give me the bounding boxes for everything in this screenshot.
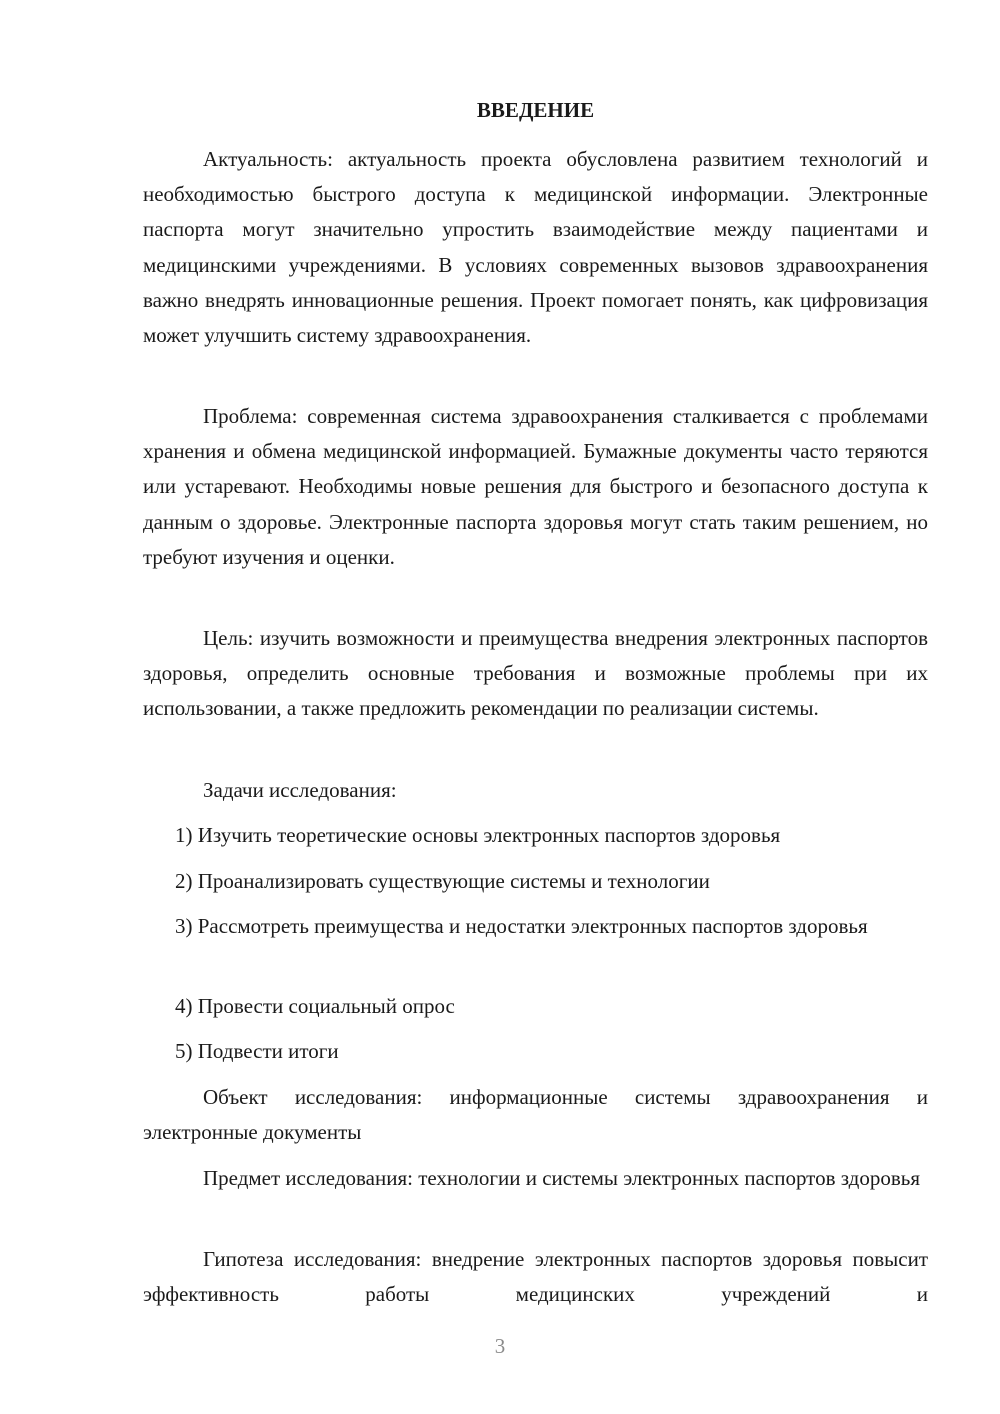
paragraph-hypothesis: Гипотеза исследования: внедрение электронных паспортов здоровья повысит эффективность работы медицинских учреждений и [143, 1247, 928, 1307]
paragraph-subject: Предмет исследования: технологии и системы электронных паспортов здоровья [203, 1166, 921, 1190]
task-item-4: 4) Провести социальный опрос [175, 994, 455, 1018]
task-item-3: 3) Рассмотреть преимущества и недостатки электронных паспортов здоровья [175, 914, 868, 938]
paragraph-problem: Проблема: современная система здравоохранения сталкивается с проблемами хранения и обмена медицинской информацией. Бумажные документы часто теряются или устаревают. Необходимы новые решения для быстрого и безопасного доступа к данным о здоровье. Электронные паспорта здоровья могут стать таким решением, но требуют изучения и оценки. [143, 404, 928, 569]
task-item-5: 5) Подвести итоги [175, 1039, 339, 1063]
page-number: 3 [494, 1334, 506, 1358]
paragraph-object: Объект исследования: информационные системы здравоохранения и электронные документы [143, 1085, 928, 1145]
task-item-2: 2) Проанализировать существующие системы и технологии [175, 869, 710, 893]
paragraph-goal: Цель: изучить возможности и преимущества внедрения электронных паспортов здоровья, определить основные требования и возможные проблемы при их использовании, а также предложить рекомендации по реализации системы. [143, 626, 928, 721]
task-item-1: 1) Изучить теоретические основы электронных паспортов здоровья [175, 823, 781, 847]
section-title: ВВЕДЕНИЕ [476, 98, 595, 122]
paragraph-tasks-heading: Задачи исследования: [203, 778, 397, 802]
paragraph-relevance: Актуальность: актуальность проекта обусловлена развитием технологий и необходимостью быстрого доступа к медицинской информации. Электронные паспорта могут значительно упростить взаимодействие между пациентами и медицинскими учреждениями. В условиях современных вызовов здравоохранения важно внедрять инновационные решения. Проект помогает понять, как цифровизация может улучшить систему здравоохранения. [143, 147, 928, 348]
